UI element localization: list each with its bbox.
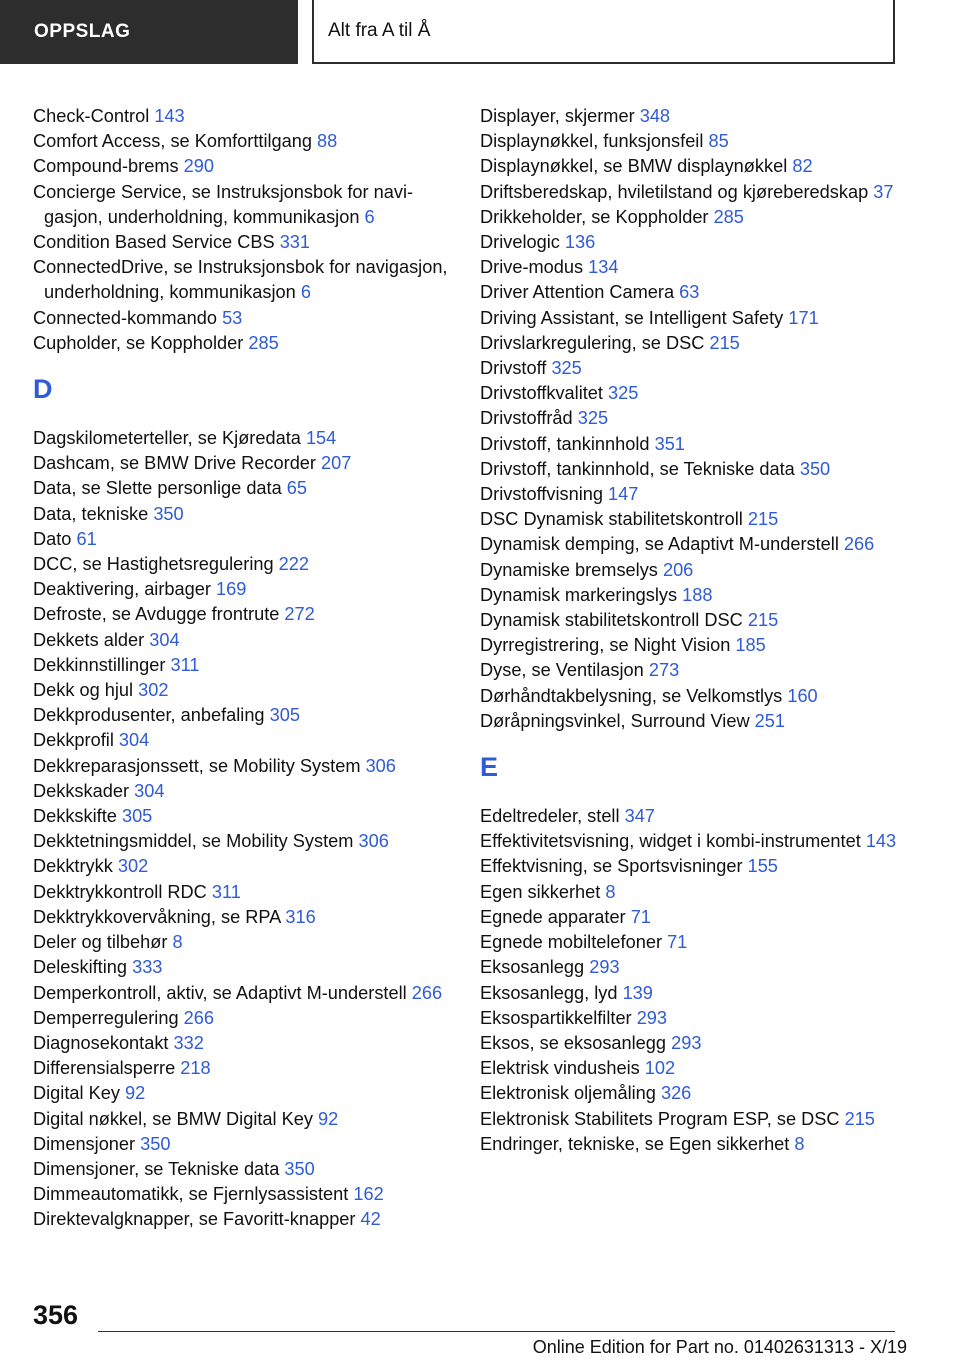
entry-term: Dekktetningsmiddel, se Mobility System [33,831,354,852]
entry-term: Elektrisk vindusheis [480,1058,640,1079]
index-entry [33,476,453,501]
entry-term: Dekkprodusenter, anbefaling [33,705,265,726]
index-entry [480,804,900,829]
entry-term: Dashcam, se BMW Drive Recorder [33,453,316,474]
entry-term: Dynamisk markeringslys [480,584,678,605]
chapter-title-box [312,0,895,64]
entry-term: Connected-kommando [33,307,217,328]
index-entry [480,280,900,305]
index-entry [33,255,453,305]
entry-term: Dyse, se Ventilasjon [480,660,644,681]
entry-term: Dekkreparasjonssett, se Mobility System [33,755,361,776]
index-entry [480,1107,900,1132]
page-reference-link[interactable]: 222 [278,554,310,575]
page-reference-link[interactable]: 325 [608,383,639,404]
entry-term: Dynamisk demping, se Adaptivt M-understell [480,534,839,555]
index-column-right [480,104,900,1157]
entry-term: Drikkeholder, se Koppholder [480,206,709,227]
index-entry [480,482,900,507]
entry-term: Drivstoffråd [480,408,573,429]
page-reference-link[interactable]: 6 [364,206,375,227]
entry-term: Drivslarkregulering, se DSC [480,332,705,353]
page-reference-link[interactable]: 188 [682,584,713,605]
entry-term: Deleskifting [33,957,128,978]
entry-term: Digital Key [33,1083,120,1104]
edition-note: Online Edition for Part no. 01402631313 - X/19 [532,1337,907,1357]
page-reference-link[interactable]: 65 [286,478,308,499]
entry-term: Egnede apparater [480,906,626,927]
index-entry [480,104,900,129]
page-reference-link[interactable]: 155 [747,856,778,877]
entry-term: Dekktrykkovervåkning, se RPA [33,906,281,927]
entry-term: Elektronisk oljemåling [480,1083,656,1104]
page-reference-link[interactable]: 134 [588,257,619,278]
page-reference-link[interactable]: 92 [318,1108,339,1129]
index-entry [33,955,453,980]
index-entry [33,154,453,179]
page-reference-link[interactable]: 85 [708,131,729,152]
page-reference-link[interactable]: 37 [873,181,894,202]
index-entry [33,331,453,356]
index-entry [480,829,900,854]
page-reference-link[interactable]: 6 [300,282,311,303]
page-reference-link[interactable]: 215 [709,332,740,353]
entry-term: Eksosanlegg [480,957,585,978]
entry-term: Deaktivering, airbager [33,579,211,600]
entry-term: Eksosanlegg, lyd [480,982,618,1003]
index-entry [33,880,453,905]
page-reference-link[interactable]: 206 [662,559,694,580]
entry-term: Dekkskifte [33,806,117,827]
entry-term: Dagskilometerteller, se Kjøredata [33,428,301,449]
entry-term: Drivstoff, tankinnhold, se Tekniske data [480,458,795,479]
entry-term: Data, tekniske [33,503,149,524]
entry-term: Condition Based Service CBS [33,232,275,253]
entry-term: Dekk og hjul [33,680,134,701]
entry-term: Døråpningsvinkel, Surround View [480,710,750,731]
page-reference-link[interactable]: 136 [564,232,596,253]
index-entry [480,955,900,980]
page-reference-link[interactable]: 332 [173,1032,204,1053]
index-entry [33,1031,453,1056]
entry-term: Displayer, skjermer [480,106,635,126]
page-reference-link[interactable]: 143 [865,831,897,852]
index-entry [33,552,453,577]
page-reference-link[interactable]: 160 [787,685,818,706]
page-reference-link[interactable]: 316 [285,906,316,927]
index-entry [33,754,453,779]
page-reference-link[interactable]: 273 [648,660,680,681]
page-reference-link[interactable]: 305 [121,806,153,827]
index-entry [33,653,453,678]
page-reference-link[interactable]: 348 [639,106,671,126]
section-letter: E [480,752,499,783]
entry-term: Dekkskader [33,780,130,801]
entry-term: Direktevalgknapper, se Favoritt-knapper [33,1209,356,1230]
entry-term: Dynamisk stabilitetskontroll DSC [480,610,743,631]
index-entry [480,558,900,583]
page-reference-link[interactable]: 293 [671,1032,702,1053]
index-entry [33,1081,453,1106]
index-entry [480,154,900,179]
page-reference-link[interactable]: 162 [353,1184,384,1205]
page-reference-link[interactable]: 351 [654,433,685,454]
index-entry [480,880,900,905]
entry-term: Demperkontroll, aktiv, se Adaptivt M-understell [33,982,407,1003]
page-reference-link[interactable]: 325 [551,358,582,379]
page-reference-link[interactable]: 102 [644,1058,676,1079]
page-reference-link[interactable]: 92 [125,1083,146,1104]
entry-term: Displaynøkkel, se BMW displaynøkkel [480,156,788,177]
entry-term: Elektronisk Stabilitets Program ESP, se DSC [480,1108,840,1129]
index-entry [33,527,453,552]
page-reference-link[interactable]: 88 [317,131,338,152]
index-column-left [33,104,453,1233]
page-reference-link[interactable]: 347 [624,806,655,827]
page-reference-link[interactable]: 71 [667,932,688,953]
page-reference-link[interactable]: 306 [365,755,396,776]
entry-term: Dato [33,528,72,549]
page-reference-link[interactable]: 302 [117,856,149,877]
entry-term: Drivstoff [480,358,547,379]
entry-term: Displaynøkkel, funksjonsfeil [480,131,704,152]
entry-term: Dekkets alder [33,629,145,650]
page-reference-link[interactable]: 218 [180,1058,211,1079]
entry-term: Effektivitetsvisning, widget i kombi-instrumentet [480,831,861,852]
entry-term: Defroste, se Avdugge frontrute [33,604,280,625]
page-reference-link[interactable]: 285 [248,332,279,353]
index-entry [33,703,453,728]
index-entry [480,709,900,734]
entry-term: Endringer, tekniske, se Egen sikkerhet [480,1133,790,1154]
entry-term: Dyrregistrering, se Night Vision [480,635,731,656]
page-reference-link[interactable]: 215 [747,610,779,631]
index-entry [33,905,453,930]
index-entry [480,532,900,557]
entry-term: Driving Assistant, se Intelligent Safety [480,307,784,328]
index-entry [480,457,900,482]
entry-term: Edeltredeler, stell [480,806,620,827]
index-entry [480,583,900,608]
index-entry [33,230,453,255]
entry-term: Diagnosekontakt [33,1032,169,1053]
entry-term: Check-Control [33,106,150,126]
entry-term: Compound-brems [33,156,179,177]
index-entry [33,1006,453,1031]
entry-term: Data, se Slette personlige data [33,478,282,499]
entry-term: Drivelogic [480,232,560,253]
entry-term: Driftsberedskap, hviletilstand og kjøreberedskap [480,181,869,202]
index-entry [33,1207,453,1232]
page-reference-link[interactable]: 71 [630,906,651,927]
entry-term: Dynamiske bremselys [480,559,658,580]
index-entry [480,930,900,955]
page-reference-link[interactable]: 266 [411,982,443,1003]
index-entry [33,1182,453,1207]
index-entry [480,1132,900,1157]
page-header [0,0,960,66]
page-reference-link[interactable]: 215 [747,509,779,530]
page-reference-link[interactable]: 333 [132,957,163,978]
index-entry [480,432,900,457]
entry-term: Concierge Service, se Instruksjonsbok for navigasjon, underholdning, kommunikasjon [33,181,414,227]
index-entry [480,205,900,230]
page-reference-link[interactable]: 305 [269,705,300,726]
page-reference-link[interactable]: 293 [589,957,620,978]
index-entry [480,1056,900,1081]
page-reference-link[interactable]: 304 [149,629,180,650]
index-entry [480,1081,900,1106]
index-entry [480,633,900,658]
index-entry [33,502,453,527]
page-reference-link[interactable]: 302 [138,680,169,701]
entry-term: Effektvisning, se Sportsvisninger [480,856,743,877]
index-entry [480,356,900,381]
page-reference-link[interactable]: 311 [170,654,200,675]
page-reference-link[interactable]: 350 [799,458,831,479]
entry-term: Eksos, se eksosanlegg [480,1032,667,1053]
entry-term: Dørhåndtakbelysning, se Velkomstlys [480,685,783,706]
page-reference-link[interactable]: 215 [844,1108,875,1129]
page-reference-link[interactable]: 139 [622,982,653,1003]
index-entry [33,180,453,230]
index-entry [480,306,900,331]
page-reference-link[interactable]: 63 [679,282,700,303]
entry-term: Deler og tilbehør [33,932,168,953]
index-entry [480,1006,900,1031]
page-reference-link[interactable]: 154 [305,428,337,449]
chapter-title: Alt fra A til Å [328,20,431,41]
page-reference-link[interactable]: 350 [284,1158,315,1179]
page-reference-link[interactable]: 326 [660,1083,692,1104]
entry-term: Dimensjoner, se Tekniske data [33,1158,280,1179]
index-entry [33,678,453,703]
entry-term: Driver Attention Camera [480,282,675,303]
page-reference-link[interactable]: 304 [118,730,150,751]
index-entry [480,180,900,205]
index-entry [33,1132,453,1157]
entry-term: Comfort Access, se Komforttilgang [33,131,312,152]
entry-term: Differensialsperre [33,1058,176,1079]
index-entry [33,129,453,154]
index-entry [480,684,900,709]
section-label: OPPSLAG [34,21,131,42]
index-entry [33,1157,453,1182]
page-reference-link[interactable]: 61 [76,528,97,549]
page-reference-link[interactable]: 8 [172,932,183,953]
index-entry [480,381,900,406]
footer-divider [98,1331,895,1332]
index-entry [33,426,453,451]
page-reference-link[interactable]: 350 [140,1133,171,1154]
entry-term: Dimensjoner [33,1133,136,1154]
page-reference-link[interactable]: 272 [284,604,315,625]
entry-term: Eksospartikkelfilter [480,1007,632,1028]
section-letter: D [33,374,53,405]
page-reference-link[interactable]: 331 [279,232,311,253]
page-reference-link[interactable]: 311 [211,881,241,902]
index-entry [33,981,453,1006]
index-entry [33,628,453,653]
index-entry [33,829,453,854]
index-entry [33,779,453,804]
page-reference-link[interactable]: 293 [636,1007,668,1028]
index-entry [480,129,900,154]
entry-term: Drivstoff, tankinnhold [480,433,650,454]
entry-term: Demperregulering [33,1007,179,1028]
page-reference-link[interactable]: 325 [577,408,609,429]
page-reference-link[interactable]: 306 [358,831,389,852]
page-number: 356 [33,1300,79,1330]
entry-term: Cupholder, se Koppholder [33,332,244,353]
page-reference-link[interactable]: 290 [183,156,214,177]
page-reference-link[interactable]: 147 [608,484,639,505]
page-reference-link[interactable]: 8 [605,881,616,902]
page-reference-link[interactable]: 8 [794,1133,805,1154]
index-entry [33,728,453,753]
index-entry [33,602,453,627]
index-entry [480,230,900,255]
index-entry [480,658,900,683]
index-entry [480,608,900,633]
index-entry [480,981,900,1006]
index-entry [33,930,453,955]
page-reference-link[interactable]: 266 [183,1007,214,1028]
entry-term: Dekkinnstillinger [33,654,166,675]
entry-term: Drivstoffkvalitet [480,383,603,404]
page-reference-link[interactable]: 143 [154,106,185,126]
entry-term: Dimmeautomatikk, se Fjernlysassistent [33,1184,349,1205]
page-reference-link[interactable]: 42 [360,1209,381,1230]
index-entry [33,804,453,829]
index-entry [33,854,453,879]
page-reference-link[interactable]: 82 [792,156,813,177]
index-entry [480,331,900,356]
index-entry [480,406,900,431]
entry-term: Drivstoffvisning [480,484,603,505]
page-reference-link[interactable]: 53 [222,307,243,328]
entry-term: Digital nøkkel, se BMW Digital Key [33,1108,313,1129]
entry-term: Dekktrykk [33,856,113,877]
index-entry [33,577,453,602]
page-reference-link[interactable]: 171 [788,307,819,328]
entry-term: Egnede mobiltelefoner [480,932,662,953]
page-reference-link[interactable]: 350 [153,503,184,524]
entry-term: DSC Dynamisk stabilitetskontroll [480,509,743,530]
index-entry [33,306,453,331]
page-reference-link[interactable]: 304 [134,780,165,801]
section-tab [0,0,298,64]
entry-term: Egen sikkerhet [480,881,601,902]
entry-term: ConnectedDrive, se Instruksjonsbok for navigasjon, underholdning, kommunikasjon [33,257,448,303]
entry-term: DCC, se Hastighetsregulering [33,554,274,575]
index-entry [480,854,900,879]
page-reference-link[interactable]: 207 [321,453,352,474]
index-entry [33,1056,453,1081]
page-reference-link[interactable]: 185 [735,635,766,656]
index-entry [480,905,900,930]
index-entry [33,451,453,476]
entry-term: Dekktrykkontroll RDC [33,881,207,902]
page-reference-link[interactable]: 251 [754,710,786,731]
index-entry [33,104,453,129]
index-entry [480,507,900,532]
index-entry [480,255,900,280]
entry-term: Drive-modus [480,257,584,278]
index-entry [480,1031,900,1056]
entry-term: Dekkprofil [33,730,114,751]
page-reference-link[interactable]: 285 [713,206,744,227]
page-reference-link[interactable]: 266 [843,534,875,555]
index-entry [33,1107,453,1132]
page-reference-link[interactable]: 169 [216,579,247,600]
